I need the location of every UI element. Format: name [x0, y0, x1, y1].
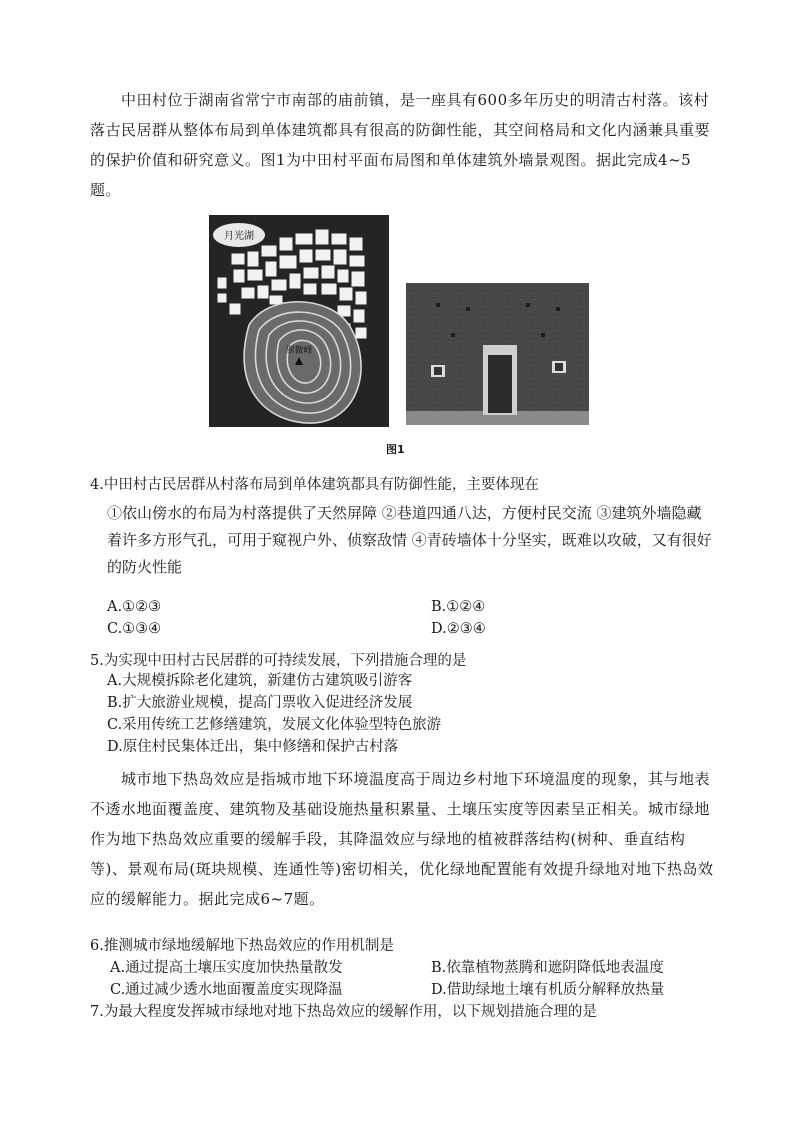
- question-7-stem: 7.为最大程度发挥城市绿地对地下热岛效应的缓解作用，以下规划措施合理的是: [90, 1004, 597, 1020]
- question-4-option-c[interactable]: C.①③④: [107, 621, 162, 637]
- village-layout-map: [209, 215, 389, 427]
- question-5-option-c[interactable]: C.采用传统工艺修缮建筑，发展文化体验型特色旅游: [107, 717, 442, 733]
- lake-label: 月光湖: [224, 231, 254, 242]
- peak-label: 翠微峰: [285, 346, 313, 356]
- village-layout-map-graphic: [209, 215, 389, 427]
- question-5-option-b[interactable]: B.扩大旅游业规模，提高门票收入促进经济发展: [107, 695, 413, 711]
- question-6-stem: 6.推测城市绿地缓解地下热岛效应的作用机制是: [90, 938, 394, 954]
- question-6-option-b[interactable]: B.依靠植物蒸腾和遮阴降低地表温度: [431, 960, 664, 976]
- building-wall-graphic: [406, 283, 589, 425]
- intro-paragraph-2: 城市地下热岛效应是指城市地下环境温度高于周边乡村地下环境温度的现象，其与地表不透水地面覆盖度、建筑物及基础设施热量积累量、土壤压实度等因素呈正相关。城市绿地作为地下热岛效应重要的缓解手段，其降温效应与绿地的植被群落结构(树种、垂直结构等)、景观布局(斑块规模、连通性等)密切相关，优化绿地配置能有效提升绿地对地下热岛效应的缓解能力。据此完成6~7题。: [90, 770, 714, 908]
- question-4-statements: ①依山傍水的布局为村落提供了天然屏障 ②巷道四通八达，方便村民交流 ③建筑外墙隐藏着许多方形气孔，可用于窥视户外、侦察敌情 ④青砖墙体十分坚实，既难以攻破，又有很好的防火性能: [107, 504, 712, 576]
- question-6-option-c[interactable]: C.通过减少透水地面覆盖度实现降温: [110, 982, 343, 998]
- question-5-option-a[interactable]: A.大规模拆除老化建筑，新建仿古建筑吸引游客: [107, 673, 413, 689]
- question-6-option-a[interactable]: A.通过提高土壤压实度加快热量散发: [110, 960, 343, 976]
- question-5-option-d[interactable]: D.原住村民集体迁出，集中修缮和保护古村落: [107, 739, 399, 755]
- question-4-option-a[interactable]: A.①②③: [107, 599, 162, 615]
- question-4: [90, 474, 715, 581]
- figure-caption: 图1: [386, 443, 405, 456]
- question-4-stem: 4.中田村古民居群从村落布局到单体建筑都具有防御性能，主要体现在: [90, 477, 539, 493]
- question-4-option-b[interactable]: B.①②④: [431, 599, 486, 615]
- question-4-option-d[interactable]: D.②③④: [431, 621, 486, 637]
- intro-paragraph-1: 中田村位于湖南省常宁市南部的庙前镇，是一座具有600多年历史的明清古村落。该村落古民居群从整体布局到单体建筑都具有很高的防御性能，其空间格局和文化内涵兼具重要的保护价值和研究意义。图1为中田村平面布局图和单体建筑外墙景观图。据此完成4~5题。: [90, 91, 711, 199]
- question-6-option-d[interactable]: D.借助绿地土壤有机质分解释放热量: [431, 982, 665, 998]
- building-wall-photo: [406, 283, 589, 425]
- question-5-stem: 5.为实现中田村古民居群的可持续发展，下列措施合理的是: [90, 653, 467, 669]
